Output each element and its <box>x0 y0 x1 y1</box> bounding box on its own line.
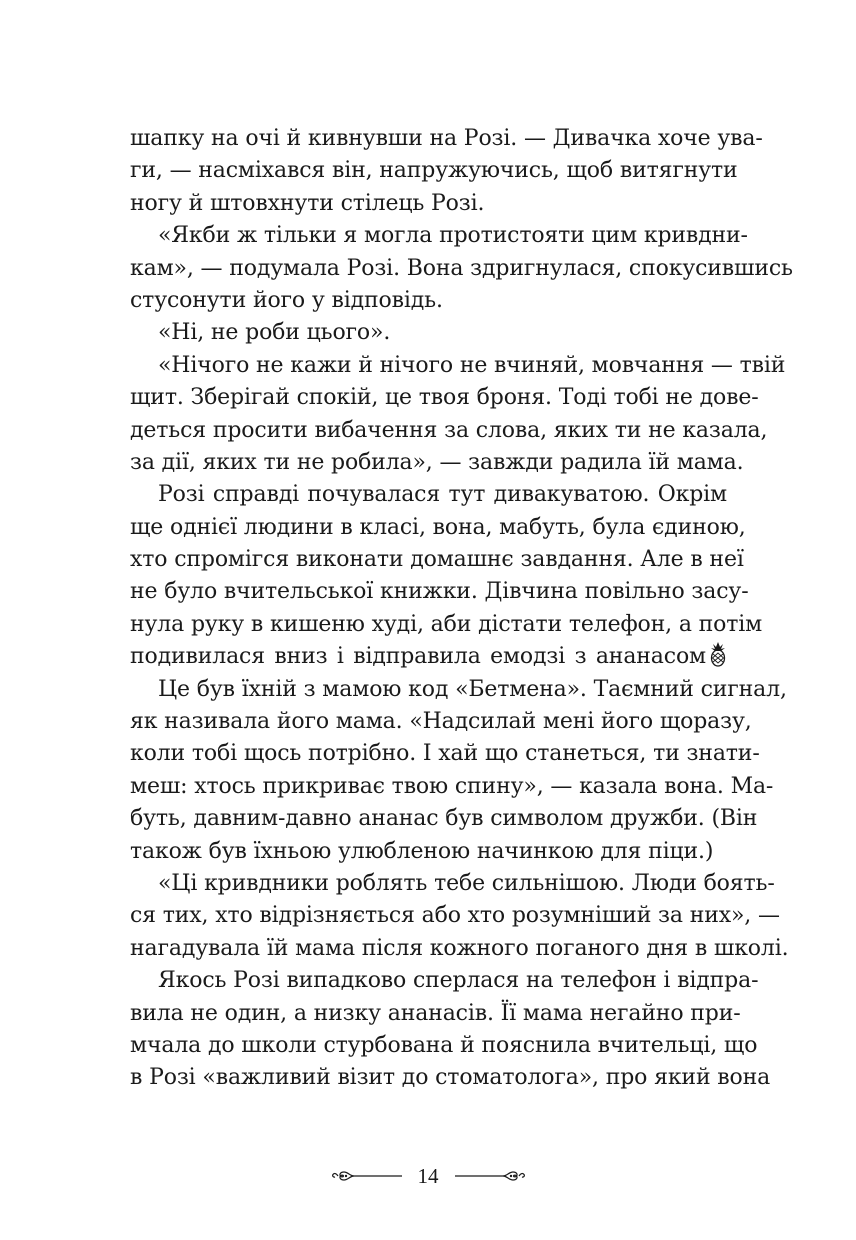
text-line <box>130 933 789 965</box>
text-line <box>130 998 741 1030</box>
text-line <box>130 479 727 511</box>
text-line-content: меш: хтось прикриває твою спину», — казала вона. Ма- <box>130 773 774 799</box>
text-line-content: деться просити вибачення за слова, яких ти не казала, <box>130 417 768 443</box>
text-line-content: ся тих, хто відрізняється або хто розумніший за них», — <box>130 903 780 929</box>
text-line-content: також був їхньою улюбленою начинкою для піци.) <box>130 838 714 864</box>
text-line-content: подивилася вниз і відправила емодзі з ананасом <box>130 644 706 670</box>
text-line <box>130 576 749 608</box>
text-line-content: шапку на очі й кивнувши на Розі. — Дивачка хоче ува- <box>130 126 763 151</box>
text-line <box>130 868 775 900</box>
text-line <box>130 350 786 382</box>
pineapple-icon <box>709 641 727 667</box>
text-line-content: щит. Зберігай спокій, це твоя броня. Тоді тобі не дове- <box>130 385 759 411</box>
right-ornament-icon <box>455 1163 525 1189</box>
body-text <box>130 123 793 1095</box>
text-line <box>130 382 759 414</box>
text-line <box>130 544 744 576</box>
text-line <box>130 641 727 673</box>
text-line <box>130 155 738 187</box>
text-line-content: стусонути його у відповідь. <box>130 287 443 313</box>
text-line <box>130 253 793 285</box>
text-line <box>130 738 760 770</box>
text-line <box>130 317 727 349</box>
text-line <box>130 836 727 868</box>
text-line <box>130 447 744 479</box>
text-line-content: хто спромігся виконати домашнє завдання. Але в неї <box>130 547 744 573</box>
text-line-content: Це був їхній з мамою код «Бетмена». Таємний сигнал, <box>158 676 787 702</box>
text-line-content: «Нічого не кажи й нічого не вчиняй, мовчання — твій <box>158 352 786 378</box>
text-line-content: «Ці кривдники роблять тебе сильнішою. Люди боять- <box>158 870 775 896</box>
page-footer <box>0 1158 856 1194</box>
folio <box>332 1163 525 1189</box>
text-line-content: нула руку в кишеню худі, аби дістати телефон, а потім <box>130 611 763 637</box>
text-line <box>130 803 758 835</box>
text-line-content: не було вчительської книжки. Дівчина повільно засу- <box>130 579 749 605</box>
text-line-content: нагадувала їй мама після кожного поганого дня в школі. <box>130 935 789 961</box>
text-line-content: «Якби ж тільки я могла протистояти цим кривдни- <box>158 223 748 249</box>
text-line-content: Розі справді почувалася тут дивакуватою. Окрім <box>158 482 727 508</box>
page-number: 14 <box>417 1163 439 1188</box>
text-line <box>130 900 780 932</box>
text-line-content: кам», — подумала Розі. Вона здригнулася, спокусившись <box>130 255 793 281</box>
text-line-content: ще однієї людини в класі, вона, мабуть, була єдиною, <box>130 514 746 540</box>
text-line-content: Якось Розі випадково сперлася на телефон і відпра- <box>158 968 759 994</box>
text-line <box>130 706 752 738</box>
text-line-content: за дії, яких ти не робила», — завжди радила їй мама. <box>130 449 744 475</box>
text-line-content: коли тобі щось потрібно. І хай що станеться, ти знати- <box>130 741 760 767</box>
text-line <box>130 188 727 220</box>
text-line <box>130 415 768 447</box>
text-line-content: «Ні, не роби цього». <box>158 320 391 346</box>
text-line <box>130 220 748 252</box>
text-line-content: ги, — насміхався він, напружуючись, щоб витягнути <box>130 158 738 184</box>
text-line <box>130 1062 771 1094</box>
text-line <box>130 512 746 544</box>
text-line <box>130 1030 758 1062</box>
text-line <box>130 771 774 803</box>
text-line <box>130 609 763 641</box>
text-line <box>130 674 787 706</box>
text-line <box>130 123 763 155</box>
text-line-content: як називала його мама. «Надсилай мені його щоразу, <box>130 709 752 735</box>
text-line-content: в Розі «важливий візит до стоматолога», про який вона <box>130 1065 771 1091</box>
text-line-content: вила не один, а низку ананасів. Її мама негайно при- <box>130 1000 741 1026</box>
text-line-content: ногу й штовхнути стілець Розі. <box>130 190 485 216</box>
text-line-content: мчала до школи стурбована й пояснила вчительці, що <box>130 1032 758 1058</box>
text-line-content: буть, давним-давно ананас був символом дружби. (Він <box>130 806 758 832</box>
text-line <box>130 285 727 317</box>
text-line <box>130 965 759 997</box>
left-ornament-icon <box>332 1163 402 1189</box>
